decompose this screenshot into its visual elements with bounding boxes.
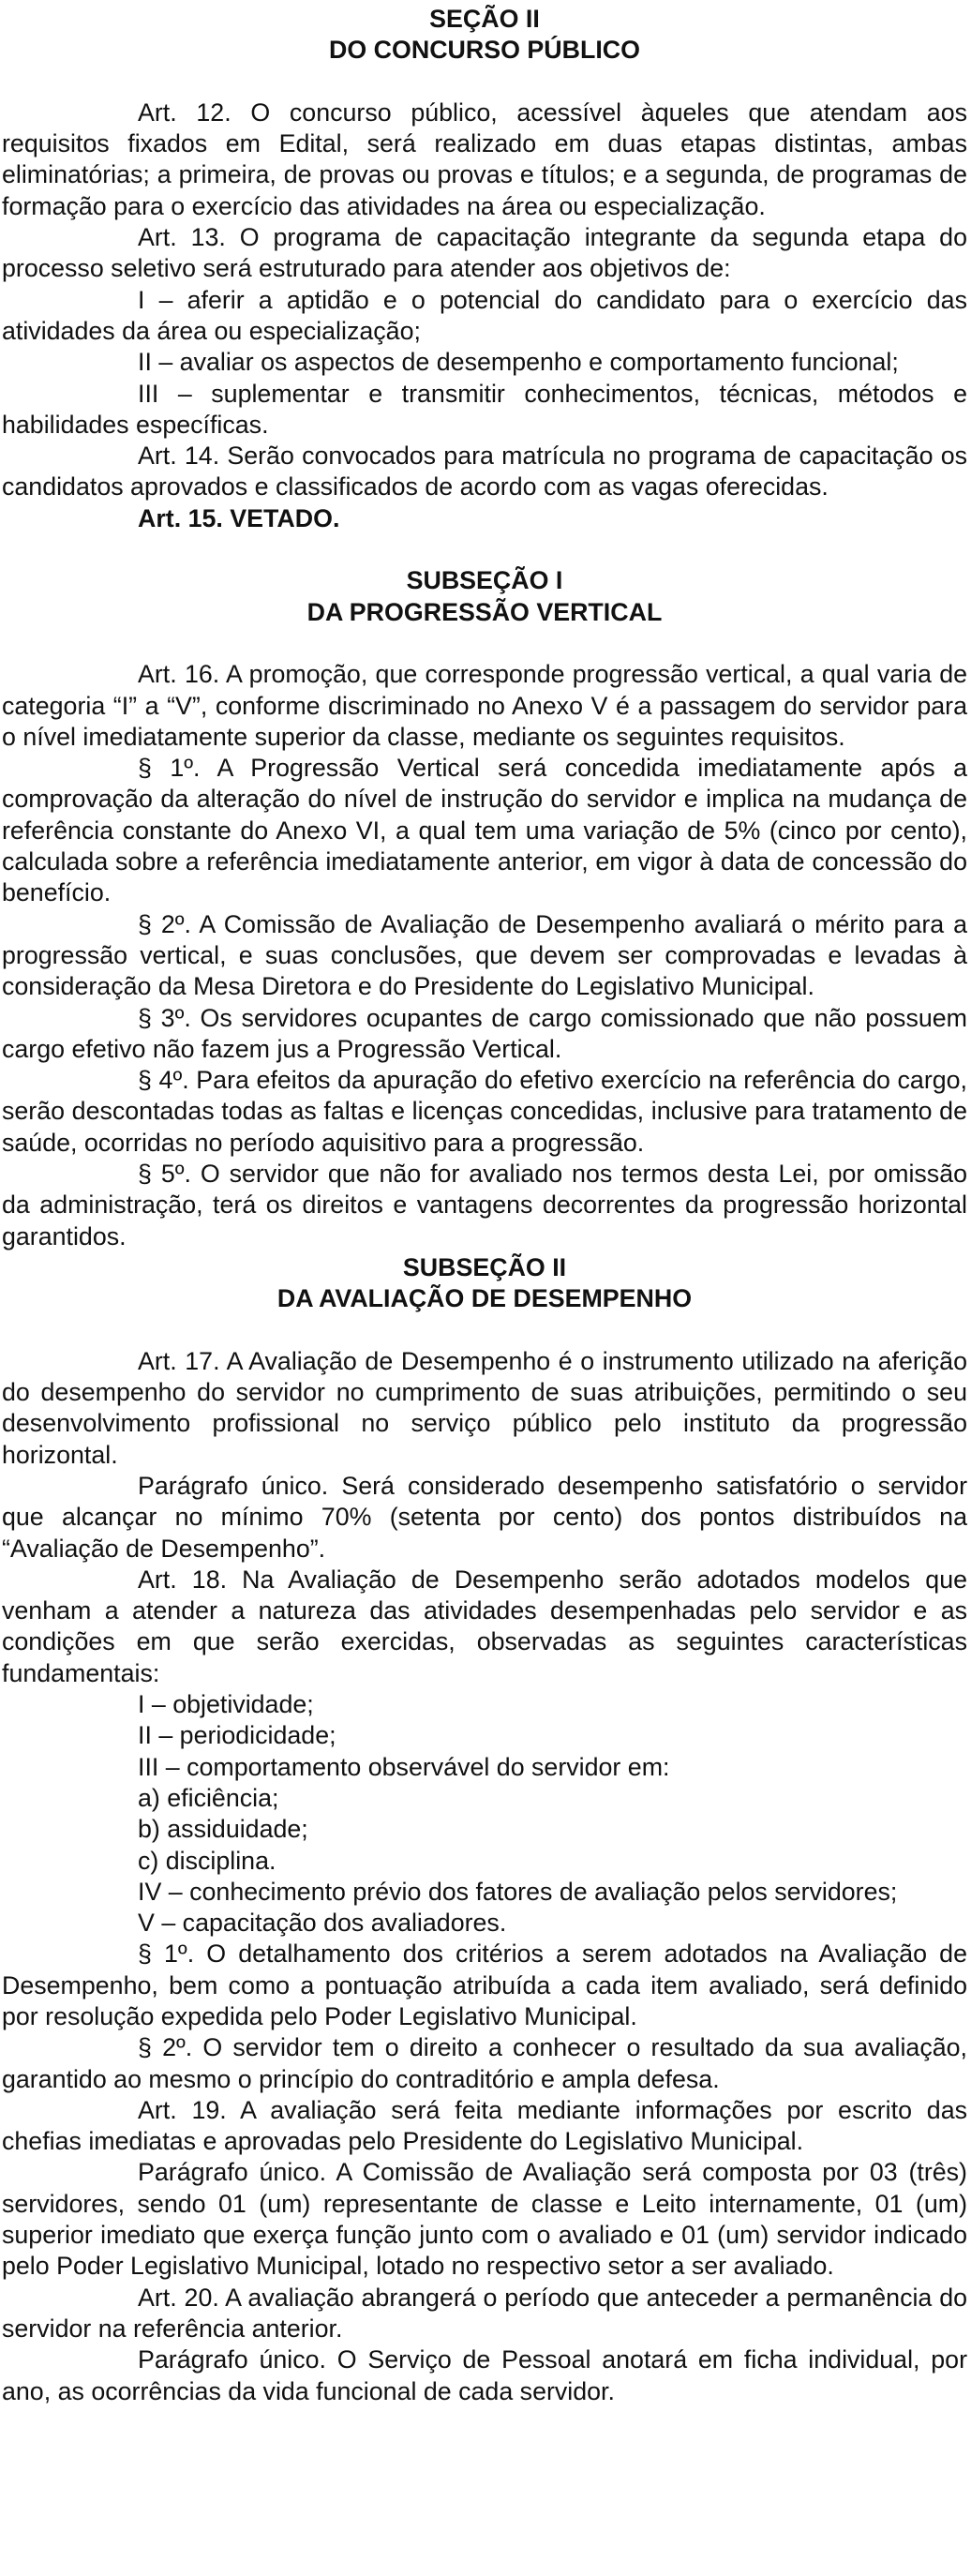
art-16-par-2: § 2º. A Comissão de Avaliação de Desempenho avaliará o mérito para a progressão vertical, e suas conclusões, que devem ser comprovadas e levadas à consideração da Mesa Diretora e do Presidente do Legislativo Municipal. — [2, 909, 967, 1001]
art-13-item-iii: III – suplementar e transmitir conhecimentos, técnicas, métodos e habilidades específicas. — [2, 379, 967, 439]
art-17-par-unico: Parágrafo único. Será considerado desempenho satisfatório o servidor que alcançar no mínimo 70% (setenta por cento) dos pontos distribuídos na “Avaliação de Desempenho”. — [2, 1471, 967, 1563]
art-18-item: b) assiduidade; — [138, 1815, 308, 1844]
art-16-par-3: § 3º. Os servidores ocupantes de cargo comissionado que não possuem cargo efetivo não fazem jus a Progressão Vertical. — [2, 1003, 967, 1063]
art-18-par-2: § 2º. O servidor tem o direito a conhecer o resultado da sua avaliação, garantido ao mesmo o princípio do contraditório e ampla defesa. — [2, 2033, 967, 2093]
section-title: SEÇÃO II — [429, 5, 540, 33]
art-13-item-i: I – aferir a aptidão e o potencial do candidato para o exercício das atividades da área ou especialização; — [2, 285, 967, 345]
art-20: Art. 20. A avaliação abrangerá o período que anteceder a permanência do servidor na referência anterior. — [2, 2283, 967, 2343]
subsection-i-subtitle: DA PROGRESSÃO VERTICAL — [306, 597, 663, 626]
art-18-item: c) disciplina. — [138, 1846, 276, 1875]
art-18-item: a) eficiência; — [138, 1783, 279, 1812]
art-16-par-1: § 1º. A Progressão Vertical será concedida imediatamente após a comprovação da alteração do nível de instrução do servidor e implica na mudança de referência constante do Anexo VI, a qual tem uma variação de 5% (cinco por cento), calculada sobre a referência imediatamente anterior, em vigor à data de concessão do benefício. — [2, 754, 967, 907]
art-14: Art. 14. Serão convocados para matrícula no programa de capacitação os candidatos aprovados e classificados de acordo com as vagas oferecidas. — [2, 442, 967, 502]
art-16-par-4: § 4º. Para efeitos da apuração do efetivo exercício na referência do cargo, serão descontadas todas as faltas e licenças concedidas, inclusive para tratamento de saúde, ocorridas no período aquisitivo para a progressão. — [2, 1066, 967, 1157]
art-16: Art. 16. A promoção, que corresponde progressão vertical, a qual varia de categoria “I” a “V”, conforme discriminado no Anexo V é a passagem do servidor para o nível imediatamente superior da classe, mediante os seguintes requisitos. — [2, 660, 967, 751]
art-18: Art. 18. Na Avaliação de Desempenho serão adotados modelos que venham a atender a natureza das atividades desempenhadas pelo servidor e as condições em que serão exercidas, observadas as seguintes características fundamentais: — [2, 1565, 967, 1687]
art-16-par-5: § 5º. O servidor que não for avaliado nos termos desta Lei, por omissão da administração, terá os direitos e vantagens decorrentes da progressão horizontal garantidos. — [2, 1159, 967, 1251]
art-15: Art. 15. VETADO. — [138, 503, 340, 532]
art-12: Art. 12. O concurso público, acessível àqueles que atendam aos requisitos fixados em Edital, será realizado em duas etapas distintas, ambas eliminatórias; a primeira, de provas ou provas e títulos; e a segunda, de programas de formação para o exercício das atividades na área ou especialização. — [2, 97, 967, 220]
subsection-ii-subtitle: DA AVALIAÇÃO DE DESEMPENHO — [276, 1284, 693, 1313]
art-18-par-1: § 1º. O detalhamento dos critérios a serem adotados na Avaliação de Desempenho, bem como a pontuação atribuída a cada item avaliado, será definido por resolução expedida pelo Poder Legislativo Municipal. — [2, 1939, 967, 2030]
art-18-item: V – capacitação dos avaliadores. — [138, 1909, 507, 1938]
section-subtitle: DO CONCURSO PÚBLICO — [329, 36, 640, 65]
art-18-item: III – comportamento observável do servidor em: — [138, 1752, 670, 1781]
art-18-item: II – periodicidade; — [138, 1721, 336, 1750]
art-13-item-ii: II – avaliar os aspectos de desempenho e comportamento funcional; — [138, 348, 899, 377]
document-page — [2, 4, 967, 2407]
art-18-item: I – objetividade; — [138, 1690, 314, 1719]
art-18-item: IV – conhecimento prévio dos fatores de avaliação pelos servidores; — [138, 1877, 898, 1906]
art-19: Art. 19. A avaliação será feita mediante informações por escrito das chefias imediatas e aprovadas pelo Presidente do Legislativo Municipal. — [2, 2095, 967, 2156]
subsection-ii-title: SUBSEÇÃO II — [402, 1252, 567, 1281]
art-20-par-unico: Parágrafo único. O Serviço de Pessoal anotará em ficha individual, por ano, as ocorrências da vida funcional de cada servidor. — [2, 2345, 967, 2405]
art-19-par-unico: Parágrafo único. A Comissão de Avaliação será composta por 03 (três) servidores, sendo 01 (um) representante de classe e Leito internamente, 01 (um) superior imediato que exerça função junto com o avaliado e 01 (um) servidor indicado pelo Poder Legislativo Municipal, lotado no respectivo setor a ser avaliado. — [2, 2158, 967, 2281]
art-17: Art. 17. A Avaliação de Desempenho é o instrumento utilizado na aferição do desempenho do servidor no cumprimento de suas atribuições, permitindo o seu desenvolvimento profissional no serviço público pelo instituto da progressão horizontal. — [2, 1346, 967, 1469]
art-13: Art. 13. O programa de capacitação integrante da segunda etapa do processo seletivo será estruturado para atender aos objetivos de: — [2, 223, 967, 283]
subsection-i-title: SUBSEÇÃO I — [406, 566, 563, 595]
